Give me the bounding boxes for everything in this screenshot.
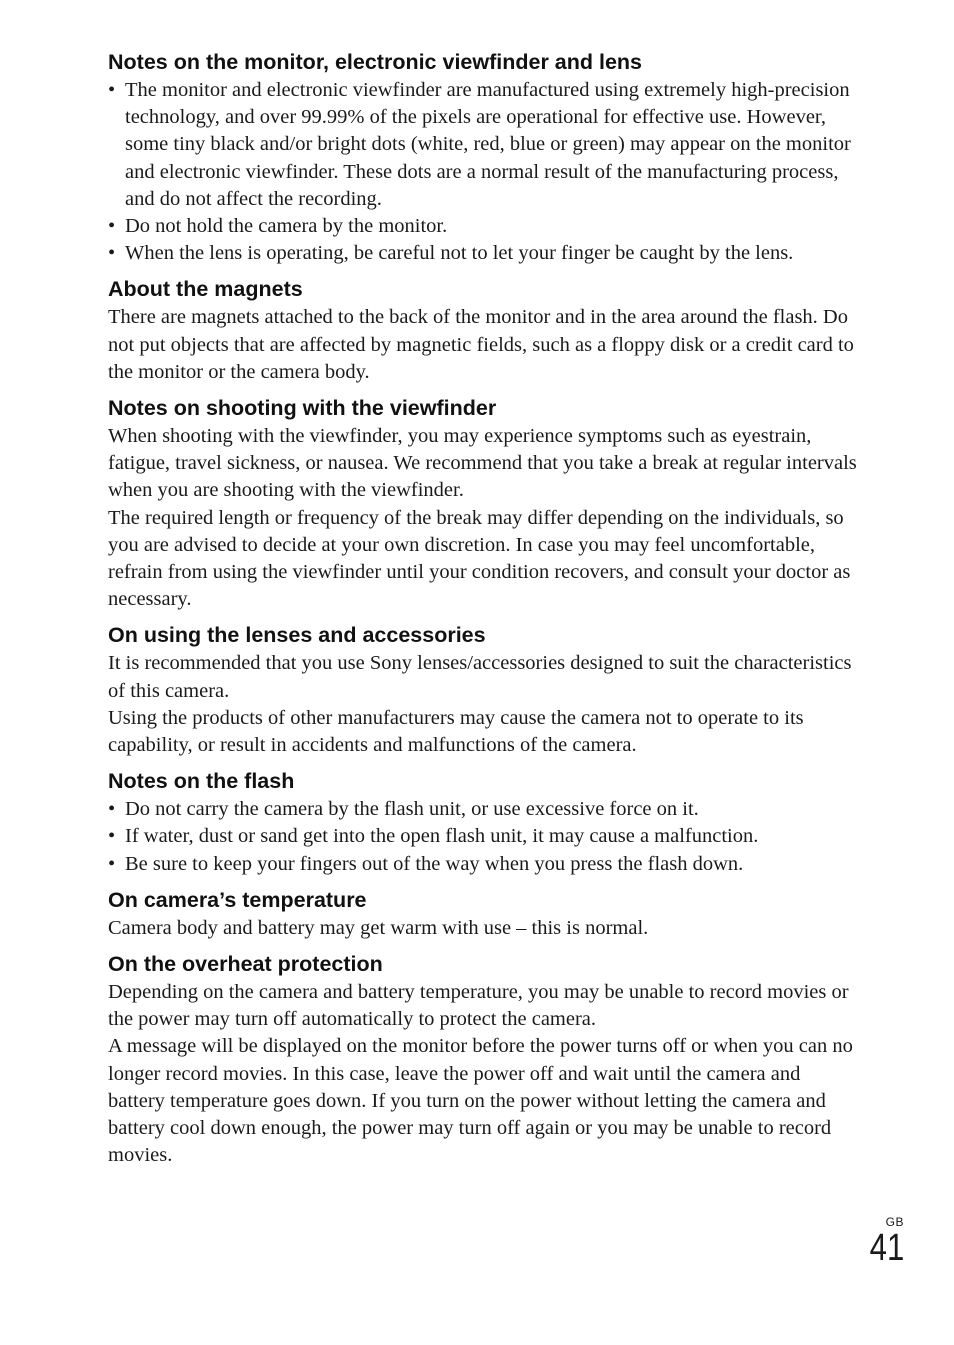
section-heading: About the magnets [108,277,303,302]
section-viewfinder [108,394,860,613]
bullet-marker: • [108,79,116,101]
section-magnets [108,275,860,386]
bullet-marker: • [108,242,116,265]
bullet-item [108,796,860,823]
body-paragraph: A message will be displayed on the monitor before the power turns off or when you can no longer record movies. In this case, leave the power off and wait until the camera and battery temperature goes down. If you turn on the power without letting the camera and battery cool down enough, the power may turn off again or you may be unable to record movies. [108,1035,853,1167]
bullet-marker: • [108,798,116,821]
bullet-item [108,213,860,240]
bullet-marker: • [108,825,116,848]
page-number: 41 [869,1227,904,1269]
section-temperature [108,886,860,942]
bullet-item [108,77,860,213]
section-heading: Notes on shooting with the viewfinder [108,396,497,421]
bullet-item [108,851,860,878]
bullet-marker: • [108,215,116,238]
section-heading: On the overheat protection [108,952,383,977]
bullet-list [108,77,860,267]
bullet-text: Be sure to keep your fingers out of the way when you press the flash down. [125,852,744,875]
body-paragraph: The required length or frequency of the break may differ depending on the individuals, so you are advised to decide at your own discretion. In case you may feel uncomfortable, refrain from using the viewfinder until your condition recovers, and consult your doctor as necessary. [108,506,851,611]
bullet-text: Do not hold the camera by the monitor. [125,215,448,238]
bullet-text: Do not carry the camera by the flash unit, or use excessive force on it. [125,798,699,821]
body-paragraph: Using the products of other manufacturers may cause the camera not to operate to its capability, or result in accidents and malfunctions of the camera. [108,706,804,757]
body-paragraph: Camera body and battery may get warm with use – this is normal. [108,916,649,939]
body-paragraph: Depending on the camera and battery temperature, you may be unable to record movies or the power may turn off automatically to protect the camera. [108,981,849,1031]
section-heading: On camera’s temperature [108,887,367,912]
bullet-text: The monitor and electronic viewfinder are manufactured using extremely high-precision technology, and over 99.99% of the pixels are operational for effective use. However, some tiny black and/or bright dots (white, red, blue or green) may appear on the monitor and electronic viewfinder. These dots are a normal result of the manufacturing process, and do not affect the recording. [125,79,851,210]
bullet-list [108,796,860,878]
body-paragraph: When shooting with the viewfinder, you may experience symptoms such as eyestrain, fatigue, travel sickness, or nausea. We recommend that you take a break at regular intervals when you are shooting with the viewfinder. [108,425,857,502]
section-heading: Notes on the monitor, electronic viewfinder and lens [108,50,643,74]
bullet-text: When the lens is operating, be careful not to let your finger be caught by the lens. [125,242,794,265]
section-heading: Notes on the flash [108,769,295,794]
section-lenses [108,621,860,759]
bullet-item [108,823,860,850]
body-paragraph: There are magnets attached to the back of the monitor and in the area around the flash. Do not put objects that are affected by magnetic fields, such as a floppy disk or a credit card to the monitor or the camera body. [108,306,854,383]
bullet-marker: • [108,852,116,875]
body-paragraph: It is recommended that you use Sony lenses/accessories designed to suit the characteristics of this camera. [108,652,852,702]
section-monitor-notes [108,48,860,267]
region-code: GB [885,1215,904,1229]
manual-page [108,48,860,1178]
bullet-text: If water, dust or sand get into the open flash unit, it may cause a malfunction. [125,825,759,848]
bullet-item [108,240,860,267]
page-number-block [862,1215,904,1267]
section-heading: On using the lenses and accessories [108,623,486,648]
section-overheat [108,950,860,1169]
section-flash [108,767,860,878]
